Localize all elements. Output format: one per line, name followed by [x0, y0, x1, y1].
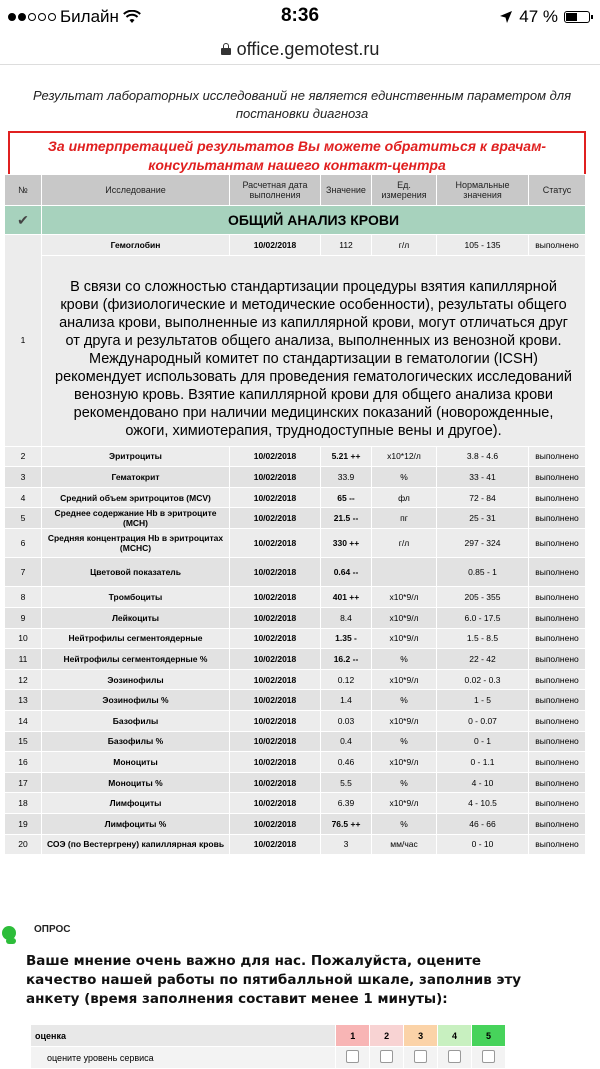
row-num: 5 [5, 508, 42, 529]
rating-scale-4: 4 [438, 1025, 472, 1047]
row-num: 3 [5, 467, 42, 488]
row-num: 14 [5, 710, 42, 731]
test-status: выполнено [529, 710, 586, 731]
test-name: Среднее содержание Hb в эритроците (MCH) [42, 508, 230, 529]
test-status: выполнено [529, 690, 586, 711]
carrier-name: Билайн [60, 7, 119, 26]
test-unit: г/л [372, 529, 437, 558]
rating-question-row [31, 1047, 506, 1069]
test-status: выполнено [529, 467, 586, 488]
test-norm: 1.5 - 8.5 [437, 628, 529, 649]
test-norm: 4 - 10 [437, 772, 529, 793]
test-unit: х10*12/л [372, 446, 437, 467]
test-unit [372, 558, 437, 587]
test-date: 10/02/2018 [230, 669, 321, 690]
test-date: 10/02/2018 [230, 446, 321, 467]
table-header-row [5, 175, 586, 206]
test-name: Эритроциты [42, 446, 230, 467]
test-unit: х10*9/л [372, 628, 437, 649]
test-status: выполнено [529, 235, 586, 256]
test-name: Моноциты % [42, 772, 230, 793]
table-row [5, 487, 586, 508]
test-unit: фл [372, 487, 437, 508]
test-name: Лейкоциты [42, 607, 230, 628]
table-row [5, 690, 586, 711]
col-value: Значение [321, 175, 372, 206]
row-num: 4 [5, 487, 42, 508]
interpretation-alert: За интерпретацией результатов Вы можете обратиться к врачам-консультантам нашего контакт-центра [8, 131, 586, 182]
test-date: 10/02/2018 [230, 690, 321, 711]
test-status: выполнено [529, 834, 586, 855]
results-table [4, 174, 586, 855]
test-value: 76.5 ++ [321, 813, 372, 834]
url-text: office.gemotest.ru [236, 38, 380, 59]
row-num: 19 [5, 813, 42, 834]
test-norm: 0 - 1.1 [437, 752, 529, 773]
table-row [5, 772, 586, 793]
battery-info [499, 7, 590, 27]
test-status: выполнено [529, 813, 586, 834]
page-content [0, 87, 600, 182]
test-unit: х10*9/л [372, 669, 437, 690]
test-name: Лимфоциты % [42, 813, 230, 834]
row-num: 18 [5, 793, 42, 814]
row-num: 7 [5, 558, 42, 587]
test-name: Лимфоциты [42, 793, 230, 814]
test-value: 0.03 [321, 710, 372, 731]
test-name: Эозинофилы [42, 669, 230, 690]
test-date: 10/02/2018 [230, 731, 321, 752]
row-num: 1 [5, 235, 42, 447]
table-row [5, 628, 586, 649]
test-name: Средняя концентрация Hb в эритроцитах (MCHC) [42, 529, 230, 558]
test-norm: 46 - 66 [437, 813, 529, 834]
test-unit: х10*9/л [372, 793, 437, 814]
test-date: 10/02/2018 [230, 235, 321, 256]
poll-heading: ОПРОС [34, 924, 71, 935]
row-num: 13 [5, 690, 42, 711]
test-name: Базофилы % [42, 731, 230, 752]
test-value: 65 -- [321, 487, 372, 508]
test-value: 0.12 [321, 669, 372, 690]
test-date: 10/02/2018 [230, 813, 321, 834]
row-num: 10 [5, 628, 42, 649]
row-num: 16 [5, 752, 42, 773]
test-unit: % [372, 813, 437, 834]
test-status: выполнено [529, 772, 586, 793]
table-row [5, 669, 586, 690]
col-num: № [5, 175, 42, 206]
table-row [5, 813, 586, 834]
test-unit: % [372, 731, 437, 752]
table-row [5, 607, 586, 628]
test-norm: 22 - 42 [437, 649, 529, 670]
test-norm: 6.0 - 17.5 [437, 607, 529, 628]
test-unit: пг [372, 508, 437, 529]
test-norm: 297 - 324 [437, 529, 529, 558]
test-norm: 0 - 10 [437, 834, 529, 855]
row-num: 8 [5, 587, 42, 608]
test-date: 10/02/2018 [230, 649, 321, 670]
test-name: Тромбоциты [42, 587, 230, 608]
rating-label: оценка [31, 1025, 336, 1047]
row-num: 20 [5, 834, 42, 855]
test-date: 10/02/2018 [230, 508, 321, 529]
test-value: 330 ++ [321, 529, 372, 558]
test-name: СОЭ (по Вестергрену) капиллярная кровь [42, 834, 230, 855]
test-status: выполнено [529, 752, 586, 773]
test-name: Гемоглобин [42, 235, 230, 256]
col-date: Расчетная дата выполнения [230, 175, 321, 206]
test-unit: % [372, 690, 437, 711]
rating-checkbox-3[interactable] [414, 1050, 427, 1063]
test-name: Моноциты [42, 752, 230, 773]
test-date: 10/02/2018 [230, 752, 321, 773]
poll-text: Ваше мнение очень важно для нас. Пожалуйста, оцените качество нашей работы по пятибалльной шкале, заполнив эту анкету (время заполнения составит менее 1 минуты): [26, 953, 522, 1007]
test-name: Средний объем эритроцитов (MCV) [42, 487, 230, 508]
test-value: 0.46 [321, 752, 372, 773]
row-num: 9 [5, 607, 42, 628]
test-status: выполнено [529, 508, 586, 529]
test-value: 5.5 [321, 772, 372, 793]
table-row [5, 558, 586, 587]
test-date: 10/02/2018 [230, 793, 321, 814]
row-num: 15 [5, 731, 42, 752]
question-label: оцените уровень сервиса [31, 1047, 336, 1069]
test-norm: 205 - 355 [437, 587, 529, 608]
col-status: Статус [529, 175, 586, 206]
test-unit: х10*9/л [372, 607, 437, 628]
test-status: выполнено [529, 558, 586, 587]
test-norm: 105 - 135 [437, 235, 529, 256]
test-value: 21.5 -- [321, 508, 372, 529]
test-value: 401 ++ [321, 587, 372, 608]
test-value: 1.35 - [321, 628, 372, 649]
test-name: Эозинофилы % [42, 690, 230, 711]
test-date: 10/02/2018 [230, 628, 321, 649]
clock: 8:36 [280, 5, 320, 26]
test-date: 10/02/2018 [230, 607, 321, 628]
test-value: 3 [321, 834, 372, 855]
address-bar[interactable] [0, 34, 600, 65]
check-icon[interactable]: ✔ [5, 206, 42, 235]
test-unit: х10*9/л [372, 710, 437, 731]
test-name: Гематокрит [42, 467, 230, 488]
table-row [5, 710, 586, 731]
table-row [5, 834, 586, 855]
rating-scale-3: 3 [404, 1025, 438, 1047]
group-row [5, 206, 586, 235]
test-norm: 1 - 5 [437, 690, 529, 711]
table-row [5, 446, 586, 467]
test-value: 112 [321, 235, 372, 256]
disclaimer-text: Результат лабораторных исследований не является единственным параметром для постановки диагноза [32, 88, 572, 121]
test-status: выполнено [529, 669, 586, 690]
rating-table [30, 1024, 506, 1069]
col-norm: Нормальные значения [437, 175, 529, 206]
table-row [5, 467, 586, 488]
test-value: 33.9 [321, 467, 372, 488]
ios-status-bar [0, 0, 600, 34]
test-name: Нейтрофилы сегментоядерные [42, 628, 230, 649]
col-test: Исследование [42, 175, 230, 206]
test-value: 6.39 [321, 793, 372, 814]
rating-header-row [31, 1025, 506, 1047]
test-value: 5.21 ++ [321, 446, 372, 467]
test-status: выполнено [529, 487, 586, 508]
test-status: выполнено [529, 607, 586, 628]
rating-scale-1: 1 [336, 1025, 370, 1047]
rating-checkbox-4[interactable] [448, 1050, 461, 1063]
test-date: 10/02/2018 [230, 467, 321, 488]
test-date: 10/02/2018 [230, 587, 321, 608]
test-unit: х10*9/л [372, 587, 437, 608]
test-date: 10/02/2018 [230, 529, 321, 558]
location-arrow-icon [499, 10, 513, 24]
table-row [5, 587, 586, 608]
test-norm: 4 - 10.5 [437, 793, 529, 814]
row-num: 17 [5, 772, 42, 793]
table-row [5, 731, 586, 752]
lock-icon [221, 43, 231, 55]
test-date: 10/02/2018 [230, 710, 321, 731]
table-row [5, 508, 586, 529]
table-row [5, 235, 586, 256]
test-norm: 33 - 41 [437, 467, 529, 488]
test-status: выполнено [529, 628, 586, 649]
test-unit: % [372, 772, 437, 793]
test-date: 10/02/2018 [230, 772, 321, 793]
test-norm: 0 - 0.07 [437, 710, 529, 731]
test-unit: % [372, 649, 437, 670]
test-norm: 0.02 - 0.3 [437, 669, 529, 690]
row-num: 12 [5, 669, 42, 690]
table-row [5, 793, 586, 814]
test-name: Базофилы [42, 710, 230, 731]
test-unit: г/л [372, 235, 437, 256]
capillary-blood-note: В связи со сложностью стандартизации процедуры взятия капиллярной крови (физиологические и методические особенности), результаты общего анализа крови, выполненные из капиллярной крови, могут отличаться друг от друга и результатов общего анализа, выполненных из венозной крови. Международный комитет по стандартизации в гематологии (ICSH) рекомендует использовать для проведения гематологических исследований венозную кровь. Взятие капиллярной крови для общего анализа крови рекомендовано при наличии медицинских показаний (новорожденные, ожоги, химиотерапия, труднодоступные вены и другое). [42, 255, 586, 446]
col-unit: Ед. измерения [372, 175, 437, 206]
battery-icon [564, 11, 590, 23]
test-norm: 0.85 - 1 [437, 558, 529, 587]
test-status: выполнено [529, 446, 586, 467]
test-status: выполнено [529, 793, 586, 814]
rating-scale-2: 2 [370, 1025, 404, 1047]
rating-checkbox-5[interactable] [482, 1050, 495, 1063]
table-row [5, 529, 586, 558]
test-date: 10/02/2018 [230, 487, 321, 508]
test-date: 10/02/2018 [230, 834, 321, 855]
row-num: 2 [5, 446, 42, 467]
test-value: 1.4 [321, 690, 372, 711]
rating-checkbox-2[interactable] [380, 1050, 393, 1063]
test-norm: 0 - 1 [437, 731, 529, 752]
test-unit: х10*9/л [372, 752, 437, 773]
row-num: 11 [5, 649, 42, 670]
test-date: 10/02/2018 [230, 558, 321, 587]
table-row [5, 752, 586, 773]
test-value: 8.4 [321, 607, 372, 628]
test-value: 0.64 -- [321, 558, 372, 587]
test-norm: 25 - 31 [437, 508, 529, 529]
note-row [5, 255, 586, 446]
test-status: выполнено [529, 649, 586, 670]
test-unit: мм/час [372, 834, 437, 855]
rating-checkbox-1[interactable] [346, 1050, 359, 1063]
test-status: выполнено [529, 529, 586, 558]
row-num: 6 [5, 529, 42, 558]
test-name: Цветовой показатель [42, 558, 230, 587]
test-unit: % [372, 467, 437, 488]
test-norm: 72 - 84 [437, 487, 529, 508]
group-title: ОБЩИЙ АНАЛИЗ КРОВИ [42, 206, 586, 235]
test-value: 0.4 [321, 731, 372, 752]
rating-scale-5: 5 [472, 1025, 506, 1047]
test-name: Нейтрофилы сегментоядерные % [42, 649, 230, 670]
test-status: выполнено [529, 587, 586, 608]
test-value: 16.2 -- [321, 649, 372, 670]
test-norm: 3.8 - 4.6 [437, 446, 529, 467]
chat-bubble-icon [2, 926, 16, 940]
battery-percent: 47 % [519, 7, 558, 26]
table-row [5, 649, 586, 670]
test-status: выполнено [529, 731, 586, 752]
